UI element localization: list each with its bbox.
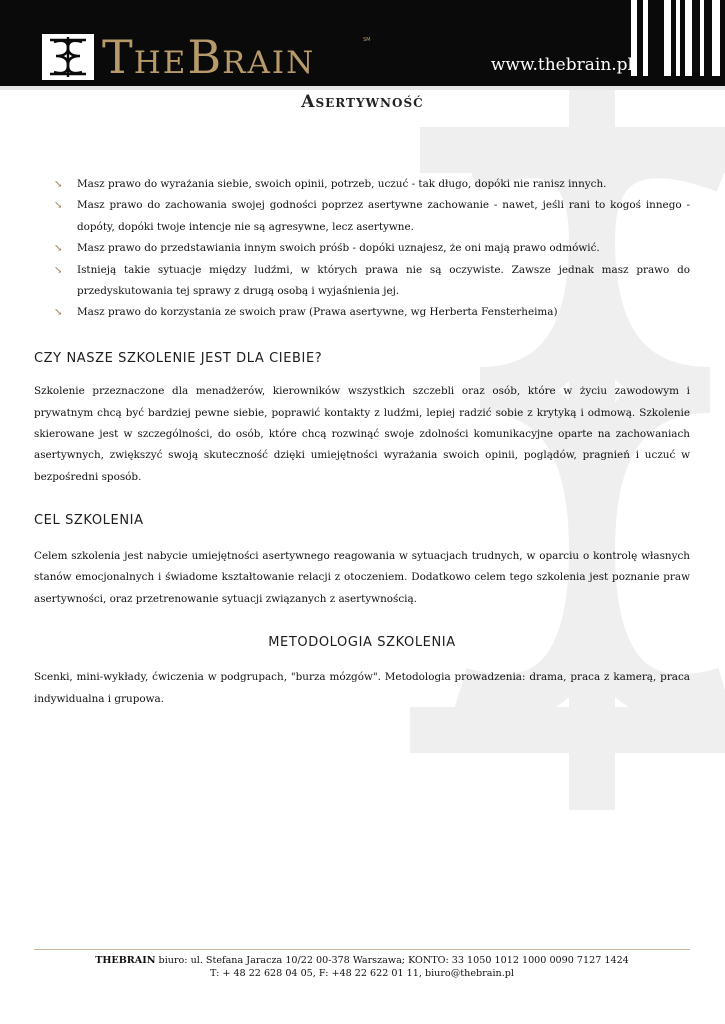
south-east-arrow-icon: ↘ <box>54 264 63 276</box>
footer-company: THEBRAIN <box>95 955 156 966</box>
list-item-text: Masz prawo do zachowania swojej godności poprzez asertywne zachowanie - nawet, jeśli rani to kogoś innego - dopóty, dopóki twoje intencje nie są agresywne, lecz asertywne. <box>77 199 690 233</box>
rights-list <box>34 174 690 324</box>
south-east-arrow-icon: ↘ <box>54 243 63 255</box>
header-stripe <box>676 0 680 76</box>
list-item-text: Masz prawo do wyrażania siebie, swoich opinii, potrzeb, uczuć - tak długo, dopóki nie ranisz innych. <box>77 178 607 190</box>
list-item <box>34 260 690 303</box>
header-stripe <box>700 0 704 76</box>
header-stripe <box>712 0 720 76</box>
section-heading-method: METODOLOGIA SZKOLENIA <box>268 634 456 650</box>
section-text-for-you: Szkolenie przeznaczone dla menadżerów, kierowników wszystkich szczebli oraz osób, które w życiu zawodowym i prywatnym chcą być bardziej pewne siebie, poprawić kontakty z ludźmi, lepiej radzić sobie z krytyką i odmową. Szkolenie skierowane jest w szczególności, do osób, które chcą rozwinąć swoje zdolności komunikacyjne oparte na zachowaniach asertywnych, zwiększyć swoją skuteczność dzięki umiejętności wyrażania swoich opinii, poglądów, pragnień i uczuć w bezpośredni sposób. <box>34 385 690 483</box>
list-item <box>34 238 690 259</box>
page-footer <box>34 954 690 980</box>
list-item-text: Masz prawo do korzystania ze swoich praw (Prawa asertywne, wg Herberta Fensterheima) <box>77 306 558 319</box>
list-item <box>34 302 690 323</box>
list-item <box>34 195 690 238</box>
header-stripe <box>643 0 648 76</box>
trademark: SM <box>363 37 371 43</box>
list-item <box>34 174 690 195</box>
brand-name <box>102 30 316 84</box>
footer-line-1 <box>34 954 690 967</box>
brand-letter: B <box>187 30 223 84</box>
list-item-text: Masz prawo do przedstawiania innym swoich próśb - dopóki uznajesz, że oni mają prawo odmówić. <box>77 242 600 255</box>
header-stripe <box>685 0 692 76</box>
list-item-text: Istnieją takie sytuacje między ludźmi, w których prawa nie są oczywiste. Zawsze jednak masz prawo do przedyskutowania tej sprawy z drugą osobą i wyjaśnienia jej. <box>77 263 690 298</box>
brain-logo-icon <box>42 34 94 80</box>
south-east-arrow-icon: ↘ <box>54 307 63 319</box>
page-title: Asertywność <box>301 92 424 112</box>
section-heading-for-you: CZY NASZE SZKOLENIE JEST DLA CIEBIE? <box>34 350 323 366</box>
section-heading-goal: CEL SZKOLENIA <box>34 513 144 529</box>
document-body <box>34 174 690 710</box>
footer-divider <box>34 949 690 950</box>
south-east-arrow-icon: ↘ <box>54 179 63 190</box>
brand-letters: RAIN <box>222 45 316 81</box>
header-stripe <box>664 0 671 76</box>
website-link[interactable]: www.thebrain.pl <box>490 55 633 75</box>
page-header <box>0 0 725 86</box>
brand-letters: HE <box>133 45 188 81</box>
footer-address: biuro: ul. Stefana Jaracza 10/22 00-378 Warszawa; KONTO: 33 1050 1012 1000 0090 7127 1424 <box>155 955 629 966</box>
brand-letter: T <box>102 30 134 84</box>
section-text-method: Scenki, mini-wykłady, ćwiczenia w podgrupach, "burza mózgów". Metodologia prowadzenia: drama, praca z kamerą, praca indywidualna i grupowa. <box>34 671 690 705</box>
section-text-goal: Celem szkolenia jest nabycie umiejętności asertywnego reagowania w sytuacjach trudnych, w oparciu o kontrolę własnych stanów emocjonalnych i świadome kształtowanie relacji z otoczeniem. Dodatkowo celem tego szkolenia jest poznanie praw asertywności, oraz przetrenowanie sytuacji związanych z asertywnością. <box>34 549 690 605</box>
south-east-arrow-icon: ↘ <box>54 200 63 212</box>
footer-line-2: T: + 48 22 628 04 05, F: +48 22 622 01 11, biuro@thebrain.pl <box>210 968 514 979</box>
